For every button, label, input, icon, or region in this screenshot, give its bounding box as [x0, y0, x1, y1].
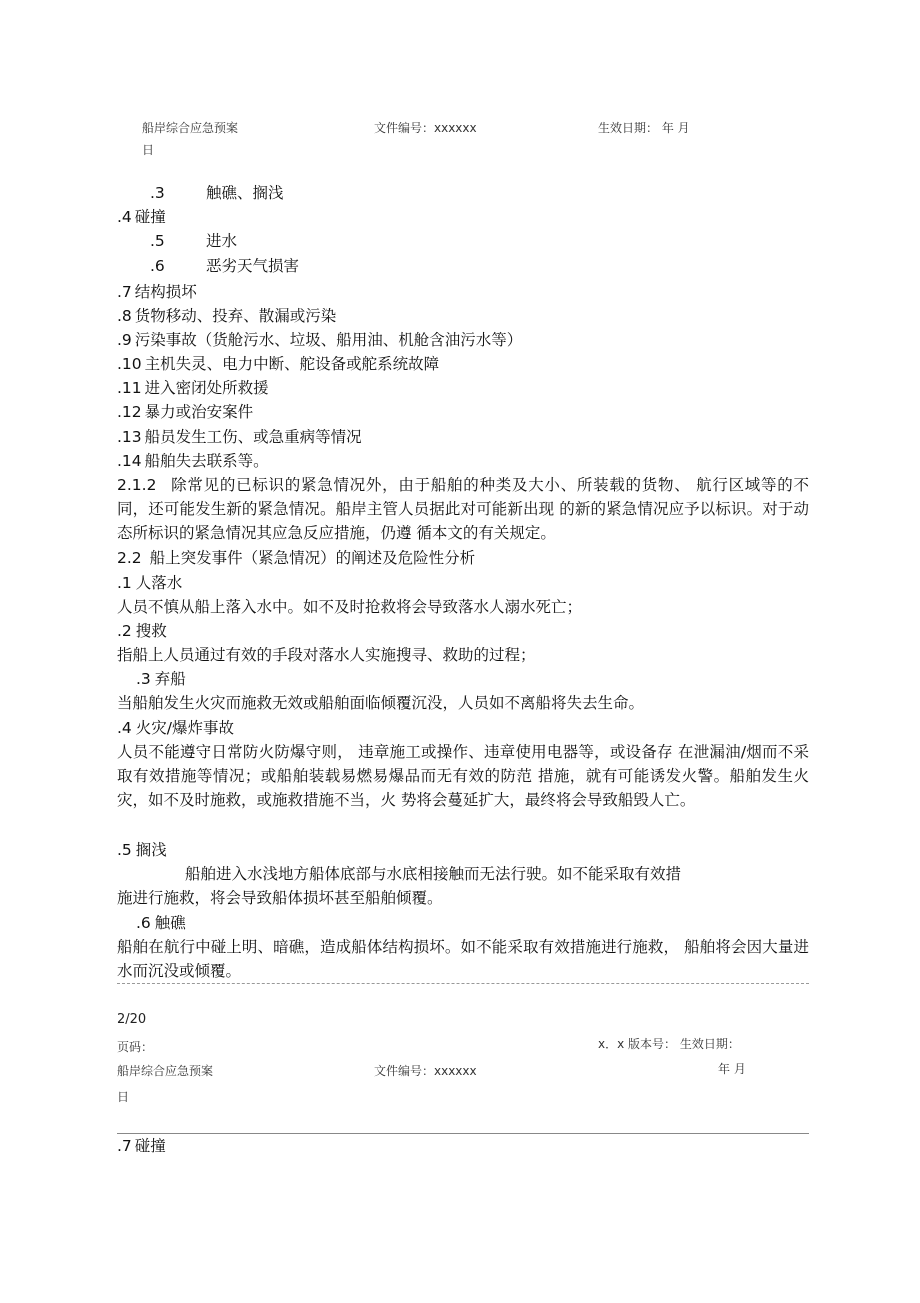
- item-number: .10: [117, 355, 142, 373]
- subheading-number: .3: [136, 670, 151, 688]
- item-text: 船员发生工伤、或急重病等情况: [144, 428, 362, 446]
- subheading-title: 人落水: [135, 574, 183, 592]
- item-text: 碰撞: [134, 208, 166, 226]
- subheading: [117, 838, 167, 862]
- subheading: [117, 619, 167, 643]
- item-text: 主机失灵、电力中断、舵设备或舵系统故障: [144, 355, 440, 373]
- subheading: [117, 716, 234, 740]
- item-number: .4: [117, 208, 132, 226]
- subheading-title: 火灾/爆炸事故: [135, 719, 235, 737]
- list-item: [117, 425, 362, 449]
- list-item: [150, 229, 237, 253]
- subheading-text: 人员不慎从船上落入水中。如不及时抢救将会导致落水人溺水死亡；: [117, 598, 583, 616]
- subheading: [136, 667, 186, 691]
- subheading-number: .1: [117, 574, 132, 592]
- list-item: [117, 400, 253, 424]
- item-number: .13: [117, 428, 142, 446]
- section-title: 船上突发事件（紧急情况）的阐述及危险性分析: [149, 549, 476, 567]
- item-text: 暴力或治安案件: [144, 403, 254, 421]
- subheading-text: 当船舶发生火灾而施救无效或船舶面临倾覆沉没，人员如不离船将失去生命。: [117, 694, 645, 712]
- subheading-text-line: 船舶进入水浅地方船体底部与水底相接触而无法行驶。如不能采取有效措: [185, 865, 682, 883]
- list-item: [117, 352, 439, 376]
- item-number: .8: [117, 307, 132, 325]
- item-text: 进水: [206, 232, 238, 250]
- header-year-month: 年 月: [718, 1062, 746, 1076]
- subheading-title: 触礁: [154, 914, 186, 932]
- subheading: [136, 911, 186, 935]
- section-number: 2.2: [117, 549, 142, 567]
- item-text: 碰撞: [134, 1137, 166, 1155]
- item-text: 船舶失去联系等。: [144, 452, 269, 470]
- list-item: [150, 181, 284, 205]
- header-rule: [117, 1133, 809, 1134]
- header-day: 日: [117, 1090, 130, 1104]
- section-number: 2.1.2: [117, 476, 157, 494]
- item-number: .7: [117, 283, 132, 301]
- list-item: [117, 1134, 166, 1158]
- list-item: [117, 280, 197, 304]
- subheading-title: 搜救: [135, 622, 167, 640]
- item-text: 进入密闭处所救援: [144, 379, 269, 397]
- list-item: [117, 449, 269, 473]
- item-number: .12: [117, 403, 142, 421]
- page-label: 页码：: [117, 1040, 154, 1054]
- item-number: .3: [150, 184, 165, 202]
- item-text: 触礁、搁浅: [206, 184, 284, 202]
- subheading-title: 搁浅: [135, 841, 167, 859]
- subheading-text: 船舶在航行中碰上明、暗礁，造成船体结构损坏。如不能采取有效措施进行施救， 船舶将会因大量进水而沉没或倾覆。: [117, 938, 809, 980]
- item-text: 污染事故（货舱污水、垃圾、船用油、机舱含油污水等）: [134, 331, 523, 349]
- subheading-number: .4: [117, 719, 132, 737]
- paragraph-2-1-2: [117, 473, 809, 545]
- subheading-text-line: 施进行施救，将会导致船体损坏甚至船舶倾覆。: [117, 889, 443, 907]
- subheading-number: .6: [136, 914, 151, 932]
- page-separator: [117, 983, 809, 984]
- item-text: 货物移动、投弃、散漏或污染: [134, 307, 337, 325]
- header-doc-title: 船岸综合应急预案: [117, 1064, 214, 1078]
- list-item: [117, 376, 269, 400]
- subheading-number: .2: [117, 622, 132, 640]
- item-number: .11: [117, 379, 142, 397]
- page-number: 2/20: [117, 1012, 147, 1027]
- header-file-no: 文件编号：xxxxxx: [374, 1064, 477, 1078]
- section-heading-2-2: [117, 546, 475, 570]
- subheading-number: .5: [117, 841, 132, 859]
- item-number: .5: [150, 232, 165, 250]
- item-number: .14: [117, 452, 142, 470]
- subheading-title: 弃船: [154, 670, 186, 688]
- item-text: 结构损坏: [134, 283, 197, 301]
- list-item: [117, 328, 522, 352]
- header-effective-date: 生效日期： 年 月: [598, 121, 690, 135]
- version-label: x．x 版本号： 生效日期：: [598, 1037, 740, 1051]
- header-file-no: 文件编号：xxxxxx: [374, 121, 477, 135]
- item-number: .7: [117, 1137, 132, 1155]
- list-item: [150, 254, 299, 278]
- header-day: 日: [142, 143, 155, 157]
- section-text: 除常见的已标识的紧急情况外，由于船舶的种类及大小、所装载的货物、 航行区域等的不同，还可能发生新的紧急情况。船岸主管人员据此对可能新出现 的新的紧急情况应予以标识。对于动态所标识的紧急情况其应急反应措施，仍遵 循本文的有关规定。: [117, 476, 809, 542]
- item-number: .6: [150, 257, 165, 275]
- subheading: [117, 571, 182, 595]
- header-doc-title: 船岸综合应急预案: [142, 121, 239, 135]
- subheading-text: 指船上人员通过有效的手段对落水人实施搜寻、救助的过程；: [117, 646, 536, 664]
- item-text: 恶劣天气损害: [206, 257, 300, 275]
- item-number: .9: [117, 331, 132, 349]
- list-item: [117, 205, 166, 229]
- subheading-text: 人员不能遵守日常防火防爆守则， 违章施工或操作、违章使用电器等，或设备存 在泄漏油/烟而不采取有效措施等情况；或船舶装载易燃易爆品而无有效的防范 措施，就有可能诱发火警。船舶发生火灾，如不及时施救，或施救措施不当，火 势将会蔓延扩大，最终将会导致船毁人亡。: [117, 743, 809, 809]
- list-item: [117, 304, 336, 328]
